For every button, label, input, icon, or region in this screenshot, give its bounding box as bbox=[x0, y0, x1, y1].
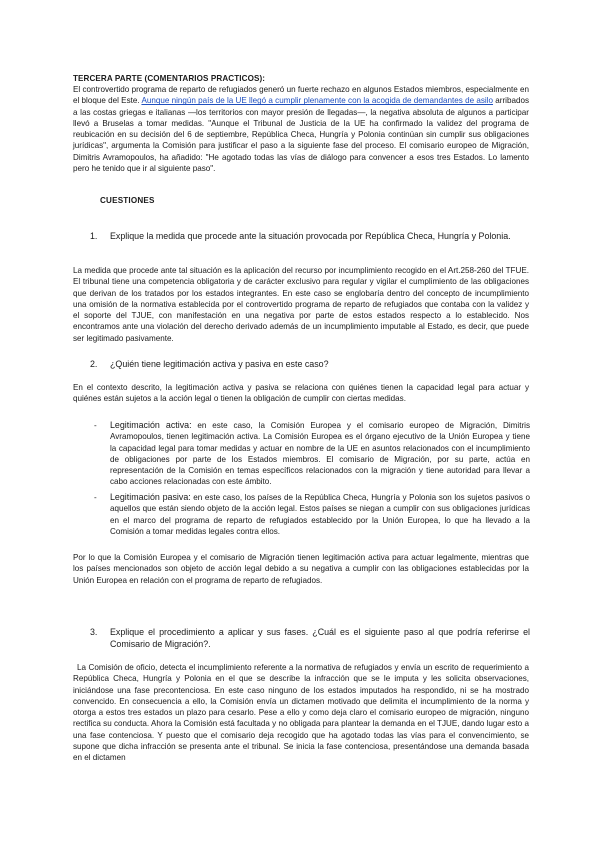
bullet-dash: - bbox=[94, 493, 97, 502]
question-text: Explique la medida que procede ante la situación provocada por República Checa, Hungría y Polonia. bbox=[110, 231, 511, 241]
answer-1: La medida que procede ante tal situación es la aplicación del recurso por incumplimiento recogido en el Art.258-260 del TFUE. El tribunal tiene una competencia obligatoria y de carácter exclusivo para regular y vigilar el cumplimiento de las obligaciones que derivan de los tratados por los estados integrantes. En este caso se englobaría dentro del concepto de incumplimiento una omisión de la normativa establecida por el controvertido programa de reparto de refugiados que contaba con la validez y el soporte del TJUE, con manifestación en una negativa por parte de estos estados respecto a lo establecido. Nos encontramos ante una violación del derecho derivado además de un incumplimiento imputable al Estado, es decir, que puede ser legitimado pasivamente. bbox=[73, 266, 529, 343]
question-1 bbox=[90, 230, 530, 242]
bullet-dash: - bbox=[94, 421, 97, 430]
bullet-lead: Legitimación activa: bbox=[110, 420, 192, 430]
question-number: 1. bbox=[90, 231, 98, 241]
bullet-text bbox=[94, 420, 530, 488]
answer-3: La Comisión de oficio, detecta el incumplimiento referente a la normativa de refugiados y envía un escrito de requerimiento a República Checa, Hungría y Polonia en el que se describe la infracción que se le imputa y les solicita observaciones, iniciándose una fase precontenciosa. En este caso ninguno de los estados imputados ha respondido, ni se ha mostrado convencido. En consecuencia a ello, la Comisión envía un dictamen motivado que delimita el incumplimiento de la norma y otorga a estos tres estados un plazo para cesarlo. Pese a ello y como deja claro el comisario europeo de migración, ninguno rectifica su conducta. Ahora la Comisión está facultada y no obligada para plantear la demanda en el TJUE, dando lugar esto a una fase contenciosa. Y puesto que el comisario deja recogido que ha agotado todas las vías para el convencimiento, se supone que dicha infracción se presenta ante el tribunal. Se inicia la fase contenciosa, presentándose una demanda basada en el dictamen bbox=[73, 663, 529, 763]
cuestiones-label: CUESTIONES bbox=[100, 196, 155, 205]
intro-link[interactable]: Aunque ningún país de la UE llegó a cumplir plenamente con la acogida de demandantes de asilo bbox=[141, 96, 493, 106]
bullet-body: en este caso, los países de la República Checa, Hungría y Polonia son los sujetos pasivos o aquellos que están siendo objeto de la acción legal. Estos países se niegan a cumplir con sus obligaciones jurídicas en el marco del programa de reparto de refugiados establecido por la Unión Europea, lo que ha llevado a la Comisión a tomar medidas legales contra ellos. bbox=[110, 493, 530, 536]
bullet-legitimacion-pasiva bbox=[94, 492, 530, 537]
bullet-lead: Legitimación pasiva: bbox=[110, 492, 191, 502]
question-text: Explique el procedimiento a aplicar y sus fases. ¿Cuál es el siguiente paso al que podría referirse el Comisario de Migración?. bbox=[110, 627, 530, 650]
question-2 bbox=[90, 358, 530, 370]
intro-paragraph bbox=[73, 84, 529, 174]
section-heading: TERCERA PARTE (COMENTARIOS PRACTICOS): bbox=[73, 74, 266, 83]
bullet-text bbox=[94, 492, 530, 537]
answer-2-intro: En el contexto descrito, la legitimación activa y pasiva se relaciona con quiénes tienen la capacidad legal para actuar y quiénes están sujetos a la acción legal o tienen la obligación de cumplir con ciertas medidas. bbox=[73, 383, 529, 404]
bullet-body: en este caso, la Comisión Europea y el comisario europeo de Migración, Dimitris Avramopoulos, tienen legitimación activa. La Comisión Europea es el órgano ejecutivo de la Unión Europea y tiene la capacidad legal para tomar medidas y actuar en nombre de la UE en asuntos relacionados con el incumplimiento de obligaciones por parte de los Estados miembros. El comisario de Migración, por su parte, actúa en representación de la Comisión en temas específicos relacionados con la migración y tiene autoridad para llevar a cabo acciones relacionadas con este ámbito. bbox=[110, 421, 530, 487]
answer-2-conclusion: Por lo que la Comisión Europea y el comisario de Migración tienen legitimación activa para actuar legalmente, mientras que los países mencionados son objeto de acción legal debido a su negativa a cumplir con las obligaciones establecidas por la Unión Europea en relación con el programa de reparto de refugiados. bbox=[73, 553, 529, 585]
intro-text-after-link: arribados a las costas griegas e italianas —los territorios con mayor presión de llegadas—, la negativa absoluta de algunos a participar llevó a Bruselas a tomar medidas. "Aunque el Tribunal de Justicia de la UE ha confirmado la validez del programa de reubicación en su decisión del 6 de septiembre, República Checa, Hungría y Polonia continúan sin cumplir sus obligaciones jurídicas", argumenta la Comisión para justificar el paso a la siguiente fase del proceso. El comisario europeo de Migración, Dimitris Avramopoulos, ha añadido: "He agotado todas las vías de diálogo para convencer a esos tres Estados. Lo lamento pero he tenido que ir al siguiente paso". bbox=[73, 96, 529, 174]
question-number: 3. bbox=[90, 627, 98, 637]
question-number: 2. bbox=[90, 359, 98, 369]
intro-text-before-link: El controvertido programa de reparto de refugiados generó un fuerte rechazo en algunos Estados miembros, especialmente en el bloque del Este. bbox=[73, 85, 529, 106]
question-text: ¿Quién tiene legitimación activa y pasiva en este caso? bbox=[110, 359, 329, 369]
question-3 bbox=[90, 626, 530, 651]
bullet-legitimacion-activa bbox=[94, 420, 530, 488]
